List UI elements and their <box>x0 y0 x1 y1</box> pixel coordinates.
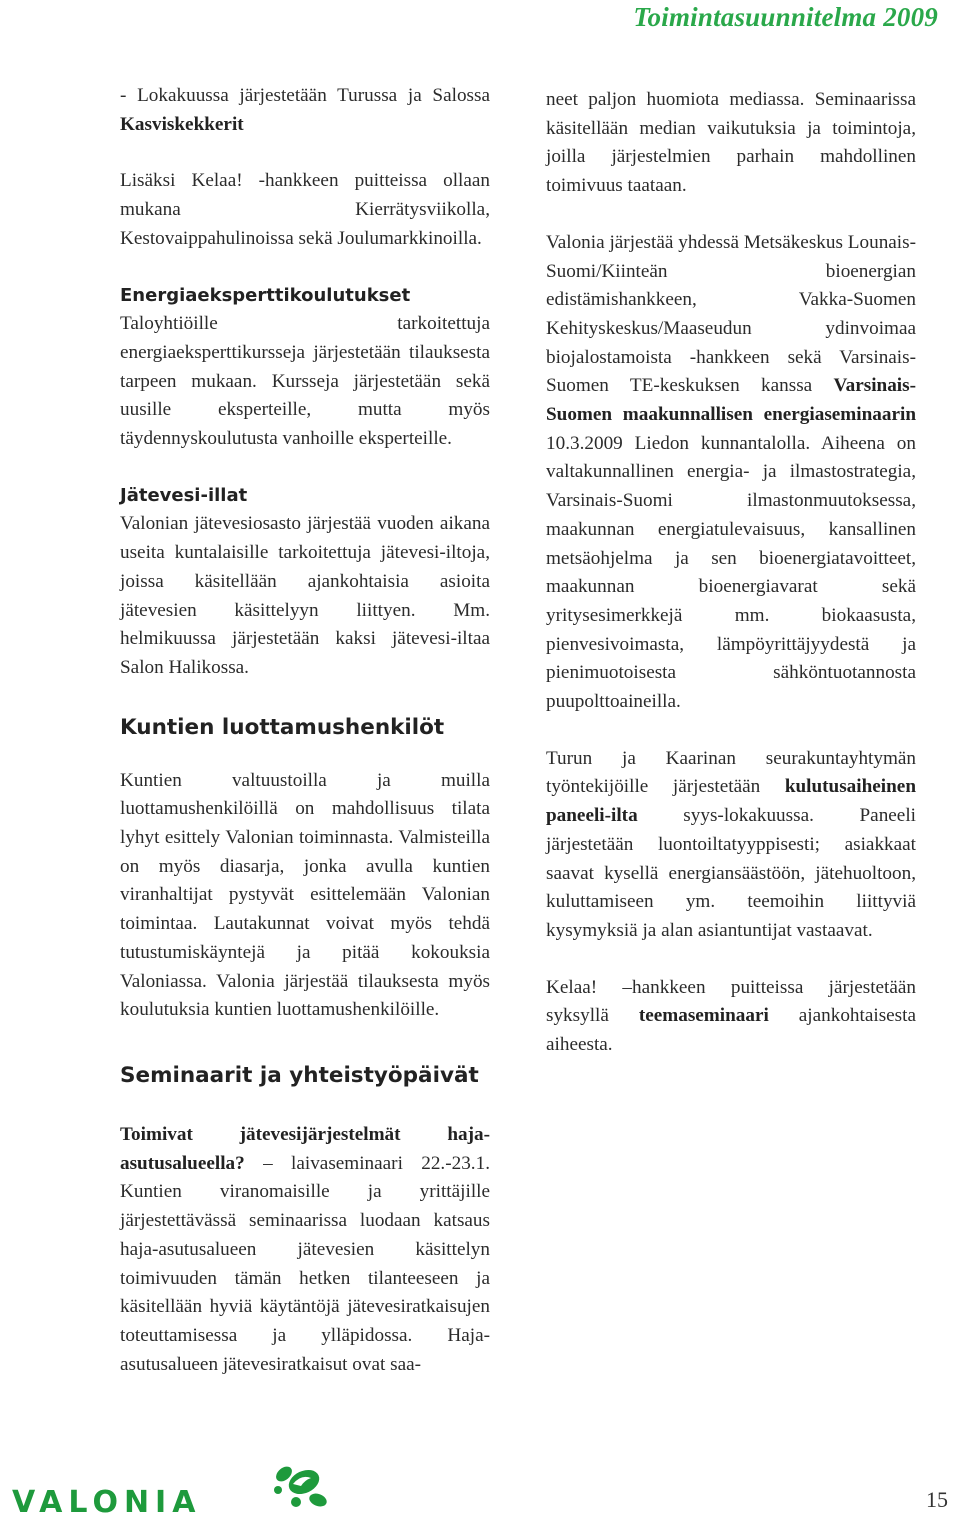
kasviskekkerit-paragraph <box>120 82 490 139</box>
paneeli-paragraph <box>546 745 916 946</box>
jatevesi-heading: Jätevesi-illat <box>120 484 248 506</box>
right-column <box>546 86 916 1060</box>
kuntien-text: Kuntien valtuustoilla ja muilla luottamushenkilöillä on mahdollisuus tilata lyhyt esittely Valonian toiminnasta. Valmisteilla on myös diasarja, jonka avulla kuntien viranhaltijat pystyvät esittelemään Valonian toimintaa. Lautakunnat voivat myös tehdä tutustumiskäyntejä ja pitää kokouksia Valoniassa. Valonia järjestää tilauksesta myös koulutuksia kuntien luottamushenkilöille. <box>120 769 490 1021</box>
toimivat-paragraph <box>120 1121 490 1379</box>
kasviskekkerit-text: - Lokakuussa järjestetään Turussa ja Salossa <box>120 85 490 106</box>
leaf-icon <box>273 1464 328 1509</box>
kasviskekkerit-bold: Kasviskekkerit <box>120 113 244 135</box>
teemaseminaari-bold: teemaseminaari <box>638 1005 769 1027</box>
valonia-logo-graphic <box>12 1462 332 1522</box>
paneeli-text-a: Turun ja Kaarinan seurakuntayhtymän työntekijöille järjestetään <box>546 747 916 798</box>
media-paragraph: neet paljon huomiota mediassa. Seminaarissa käsitellään median vaikutuksia ja toimintoja, joilla järjestelmien parhain mahdollinen toimivuus taataan. <box>546 89 916 197</box>
teemaseminaari-paragraph <box>546 974 916 1060</box>
kelaa-paragraph: Lisäksi Kelaa! -hankkeen puitteissa ollaan mukana Kierrätysviikolla, Kestovaippahulinoissa sekä Joulumarkkinoilla. <box>120 170 490 249</box>
energiaseminaari-text-b: 10.3.2009 Liedon kunnantalolla. Aiheena on valtakunnallinen energia- ja ilmastostrategia, Varsinais-Suomi ilmastonmuutoksessa, maakunnan energiatulevaisuus, kansallinen metsäohjelma ja sen bioenergiatavoitteet, maakunnan bioenergiavarat sekä yritysesimerkkejä mm. biokaasusta, pienvesivoimasta, lämpöyrittäjyydestä ja pienimuotoisesta sähköntuotannosta puupolttoaineilla. <box>546 432 916 713</box>
paneeli-bold: kulutusaiheinen paneeli-ilta <box>546 776 916 827</box>
toimivat-bold: Toimivat jätevesijärjestelmät haja-asutusalueella? <box>120 1123 490 1174</box>
page-number: 15 <box>926 1487 948 1512</box>
kuntien-heading: Kuntien luottamushenkilöt <box>120 714 445 740</box>
running-header-title: Toimintasuunnitelma 2009 <box>633 2 938 32</box>
valonia-wordmark: VALONIA <box>12 1485 202 1520</box>
energia-section <box>120 282 490 454</box>
jatevesi-section <box>120 482 490 683</box>
energia-heading: Energiaeksperttikoulutukset <box>120 284 411 306</box>
energiaseminaari-paragraph <box>546 229 916 717</box>
toimivat-text: – laivaseminaari 22.-23.1. Kuntien viranomaisille ja yrittäjille järjestettävässä seminaarissa luodaan katsaus haja-asutusalueen jätevesien käsittelyn toimivuuden tämän hetken tilanteeseen ja käsitellään hyviä käytäntöjä jätevesiratkaisujen toteuttamisessa ja ylläpidossa. Haja-asutusalueen jätevesiratkaisut ovat saa- <box>120 1152 490 1375</box>
valonia-logo <box>12 1462 332 1522</box>
energiaseminaari-text-a: Valonia järjestää yhdessä Metsäkeskus Lounais-Suomi/Kiinteän bioenergian edistämishankkeen, Vakka-Suomen Kehityskeskus/Maaseudun ydinvoimaa biojalostamoista -hankkeen sekä Varsinais-Suomen TE-keskuksen kanssa <box>546 231 916 397</box>
energia-text: Taloyhtiöille tarkoitettuja energiaeksperttikursseja järjestetään tilauksesta tarpeen mukaan. Kursseja järjestetään sekä uusille eksperteille, mutta myös täydennyskoulutusta vanhoille eksperteille. <box>120 313 490 450</box>
left-column <box>120 82 490 1379</box>
jatevesi-text: Valonian jätevesiosasto järjestää vuoden aikana useita kuntalaisille tarkoitettuja jätevesi-iltoja, joissa käsitellään ajankohtaisia asioita jätevesien käsittelyyn liittyen. Mm. helmikuussa järjestetään kaksi jätevesi-iltaa Salon Halikossa. <box>120 513 490 678</box>
teemaseminaari-text-b: ajankohtaisesta aiheesta. <box>546 1005 916 1056</box>
seminaarit-heading: Seminaarit ja yhteistyöpäivät <box>120 1062 479 1088</box>
energiaseminaari-bold: Varsinais-Suomen maakunnallisen energiaseminaarin <box>546 375 916 426</box>
teemaseminaari-text-a: Kelaa! –hankkeen puitteissa järjestetään syksyllä <box>546 976 916 1027</box>
paneeli-text-b: syys-lokakuussa. Paneeli järjestetään luontoiltatyyppisesti; asiakkaat saavat kysellä energiansäästöön, jätehuoltoon, kuluttamiseen ym. teemoihin liittyviä kysymyksiä ja alan asiantuntijat vastaavat. <box>546 805 916 941</box>
